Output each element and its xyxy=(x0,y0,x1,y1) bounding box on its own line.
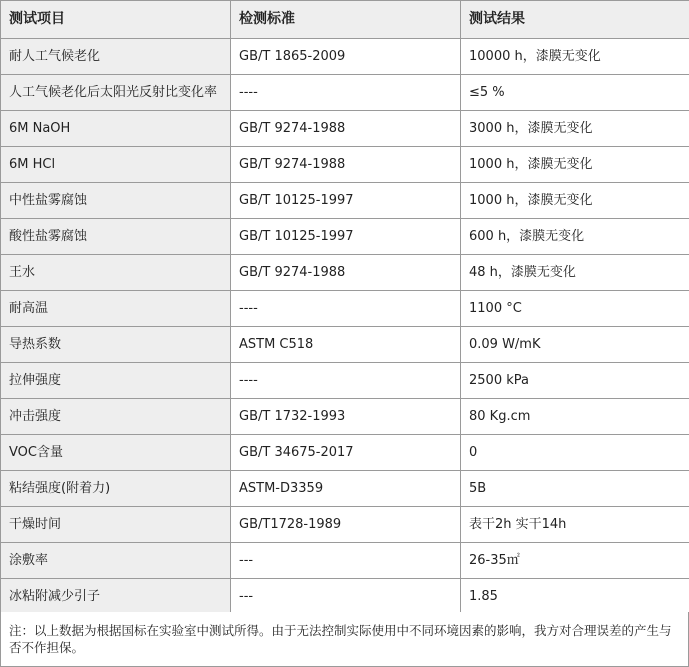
standard-cell: --- xyxy=(231,543,461,579)
header-test-item: 测试项目 xyxy=(1,1,231,39)
test-item-cell: 干燥时间 xyxy=(1,507,231,543)
standard-cell: GB/T 34675-2017 xyxy=(231,435,461,471)
result-cell: 48 h，漆膜无变化 xyxy=(461,255,689,291)
table-row xyxy=(1,75,689,111)
standard-cell: GB/T 9274-1988 xyxy=(231,111,461,147)
result-cell: 600 h，漆膜无变化 xyxy=(461,219,689,255)
table-row xyxy=(1,291,689,327)
result-cell: 0 xyxy=(461,435,689,471)
standard-cell: ASTM C518 xyxy=(231,327,461,363)
result-cell: 1000 h，漆膜无变化 xyxy=(461,183,689,219)
result-cell: 26-35㎡ xyxy=(461,543,689,579)
standard-cell: ASTM-D3359 xyxy=(231,471,461,507)
test-item-cell: 6M NaOH xyxy=(1,111,231,147)
test-item-cell: 拉伸强度 xyxy=(1,363,231,399)
result-cell: 5B xyxy=(461,471,689,507)
result-cell: 1000 h，漆膜无变化 xyxy=(461,147,689,183)
table-row xyxy=(1,363,689,399)
table-row xyxy=(1,255,689,291)
standard-cell: ---- xyxy=(231,291,461,327)
table-header xyxy=(1,1,689,39)
test-item-cell: 王水 xyxy=(1,255,231,291)
standard-cell: ---- xyxy=(231,75,461,111)
result-cell: 2500 kPa xyxy=(461,363,689,399)
table-row xyxy=(1,219,689,255)
table-row xyxy=(1,471,689,507)
standard-cell: GB/T1728-1989 xyxy=(231,507,461,543)
table-row xyxy=(1,327,689,363)
result-cell: 0.09 W/mK xyxy=(461,327,689,363)
test-item-cell: 涂敷率 xyxy=(1,543,231,579)
standard-cell: --- xyxy=(231,579,461,615)
test-item-cell: 酸性盐雾腐蚀 xyxy=(1,219,231,255)
test-item-cell: 冰粘附减少引子 xyxy=(1,579,231,615)
standard-cell: ---- xyxy=(231,363,461,399)
result-cell: 10000 h，漆膜无变化 xyxy=(461,39,689,75)
result-cell: 1.85 xyxy=(461,579,689,615)
table-row xyxy=(1,543,689,579)
header-standard: 检测标准 xyxy=(231,1,461,39)
test-item-cell: 耐人工气候老化 xyxy=(1,39,231,75)
standard-cell: GB/T 10125-1997 xyxy=(231,219,461,255)
test-item-cell: 耐高温 xyxy=(1,291,231,327)
table-row xyxy=(1,507,689,543)
standard-cell: GB/T 9274-1988 xyxy=(231,255,461,291)
table-row xyxy=(1,111,689,147)
table-row xyxy=(1,399,689,435)
table-row xyxy=(1,579,689,615)
result-cell: 80 Kg.cm xyxy=(461,399,689,435)
test-item-cell: 导热系数 xyxy=(1,327,231,363)
test-item-cell: 6M HCl xyxy=(1,147,231,183)
test-item-cell: VOC含量 xyxy=(1,435,231,471)
table-row xyxy=(1,39,689,75)
test-item-cell: 中性盐雾腐蚀 xyxy=(1,183,231,219)
standard-cell: GB/T 1865-2009 xyxy=(231,39,461,75)
standard-cell: GB/T 9274-1988 xyxy=(231,147,461,183)
disclaimer-note: 注：以上数据为根据国标在实验室中测试所得。由于无法控制实际使用中不同环境因素的影响，我方对合理误差的产生与否不作担保。 xyxy=(0,612,689,667)
result-cell: ≤5 % xyxy=(461,75,689,111)
test-item-cell: 粘结强度(附着力) xyxy=(1,471,231,507)
table-body xyxy=(1,39,689,615)
table-row xyxy=(1,435,689,471)
test-item-cell: 人工气候老化后太阳光反射比变化率 xyxy=(1,75,231,111)
table-row xyxy=(1,147,689,183)
result-cell: 表干2h 实干14h xyxy=(461,507,689,543)
standard-cell: GB/T 1732-1993 xyxy=(231,399,461,435)
header-result: 测试结果 xyxy=(461,1,689,39)
result-cell: 1100 °C xyxy=(461,291,689,327)
result-cell: 3000 h，漆膜无变化 xyxy=(461,111,689,147)
standard-cell: GB/T 10125-1997 xyxy=(231,183,461,219)
header-row xyxy=(1,1,689,39)
table-row xyxy=(1,183,689,219)
test-item-cell: 冲击强度 xyxy=(1,399,231,435)
